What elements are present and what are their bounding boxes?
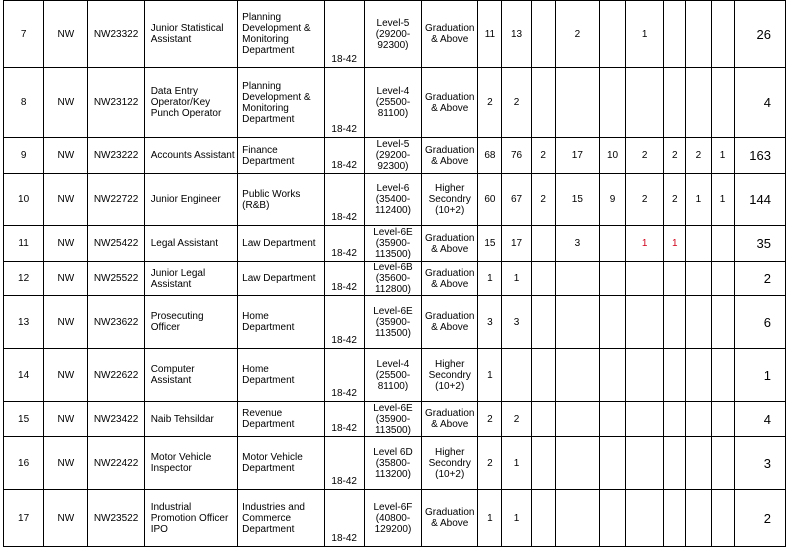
vacancy-count xyxy=(686,1,711,68)
vacancy-count: 1 xyxy=(502,437,531,490)
post-code: NW22422 xyxy=(88,437,144,490)
pay-level: Level-4 (25500-81100) xyxy=(364,68,421,138)
post-name: Legal Assistant xyxy=(144,226,237,262)
post-code: NW25522 xyxy=(88,262,144,296)
vacancy-count xyxy=(711,402,734,437)
qualification: Graduation & Above xyxy=(422,1,478,68)
vacancy-count: 2 xyxy=(686,138,711,174)
department-name: Law Department xyxy=(238,226,324,262)
serial-number: 8 xyxy=(4,68,44,138)
vacancy-count xyxy=(599,402,625,437)
vacancy-count xyxy=(686,402,711,437)
pay-level: Level-6B (35600-112800) xyxy=(364,262,421,296)
post-name: Accounts Assistant xyxy=(144,138,237,174)
total-vacancies: 35 xyxy=(734,226,785,262)
vacancy-count: 13 xyxy=(502,1,531,68)
zone-code: NW xyxy=(44,68,88,138)
vacancy-count: 2 xyxy=(478,402,502,437)
pay-level: Level-6E (35900-113500) xyxy=(364,226,421,262)
vacancy-count xyxy=(626,437,664,490)
total-vacancies: 144 xyxy=(734,174,785,226)
table-row xyxy=(4,68,786,138)
pay-level: Level-6E (35900-113500) xyxy=(364,402,421,437)
pay-level: Level-5 (29200-92300) xyxy=(364,138,421,174)
zone-code: NW xyxy=(44,437,88,490)
vacancy-count: 17 xyxy=(502,226,531,262)
qualification: Higher Secondry (10+2) xyxy=(422,437,478,490)
department-name: Public Works (R&B) xyxy=(238,174,324,226)
table-row xyxy=(4,1,786,68)
total-vacancies: 4 xyxy=(734,402,785,437)
vacancy-count xyxy=(531,349,555,402)
age-limit: 18-42 xyxy=(324,490,364,547)
vacancy-count xyxy=(626,490,664,547)
vacancy-count xyxy=(711,1,734,68)
pay-level: Level 6D (35800-113200) xyxy=(364,437,421,490)
pay-level: Level-6 (35400-112400) xyxy=(364,174,421,226)
zone-code: NW xyxy=(44,296,88,349)
vacancy-count xyxy=(531,1,555,68)
pay-level: Level-4 (25500-81100) xyxy=(364,349,421,402)
vacancy-count xyxy=(599,262,625,296)
vacancy-count xyxy=(686,296,711,349)
table-row xyxy=(4,437,786,490)
vacancy-count: 15 xyxy=(555,174,599,226)
vacancy-count: 1 xyxy=(502,262,531,296)
department-name: Home Department xyxy=(238,349,324,402)
age-limit: 18-42 xyxy=(324,226,364,262)
vacancy-count: 3 xyxy=(502,296,531,349)
table-row xyxy=(4,138,786,174)
vacancy-count xyxy=(711,490,734,547)
vacancy-count xyxy=(664,490,686,547)
vacancy-count xyxy=(711,226,734,262)
age-limit: 18-42 xyxy=(324,349,364,402)
serial-number: 15 xyxy=(4,402,44,437)
vacancy-count: 3 xyxy=(478,296,502,349)
qualification: Graduation & Above xyxy=(422,138,478,174)
pay-level: Level-6E (35900-113500) xyxy=(364,296,421,349)
total-vacancies: 163 xyxy=(734,138,785,174)
vacancy-count xyxy=(555,349,599,402)
vacancy-count: 1 xyxy=(478,349,502,402)
table-row xyxy=(4,174,786,226)
department-name: Planning Development & Monitoring Department xyxy=(238,68,324,138)
vacancy-count xyxy=(531,68,555,138)
vacancy-count xyxy=(664,437,686,490)
age-limit: 18-42 xyxy=(324,174,364,226)
vacancy-count: 2 xyxy=(555,1,599,68)
vacancy-count xyxy=(599,437,625,490)
qualification: Graduation & Above xyxy=(422,262,478,296)
serial-number: 10 xyxy=(4,174,44,226)
vacancy-count xyxy=(531,226,555,262)
qualification: Graduation & Above xyxy=(422,226,478,262)
vacancy-count xyxy=(711,68,734,138)
vacancy-count xyxy=(626,402,664,437)
zone-code: NW xyxy=(44,226,88,262)
vacancy-count xyxy=(599,1,625,68)
post-name: Junior Statistical Assistant xyxy=(144,1,237,68)
serial-number: 13 xyxy=(4,296,44,349)
table-row xyxy=(4,349,786,402)
vacancy-count xyxy=(626,68,664,138)
vacancy-count: 1 xyxy=(664,226,686,262)
vacancy-count xyxy=(555,262,599,296)
vacancy-count xyxy=(686,262,711,296)
vacancy-count xyxy=(686,226,711,262)
serial-number: 7 xyxy=(4,1,44,68)
department-name: Home Department xyxy=(238,296,324,349)
vacancy-count: 68 xyxy=(478,138,502,174)
vacancy-count xyxy=(664,402,686,437)
vacancy-count: 2 xyxy=(626,174,664,226)
vacancy-count xyxy=(686,490,711,547)
serial-number: 11 xyxy=(4,226,44,262)
vacancy-count: 1 xyxy=(711,174,734,226)
vacancy-count xyxy=(531,296,555,349)
serial-number: 12 xyxy=(4,262,44,296)
age-limit: 18-42 xyxy=(324,138,364,174)
department-name: Law Department xyxy=(238,262,324,296)
vacancy-count: 2 xyxy=(664,138,686,174)
post-name: Junior Legal Assistant xyxy=(144,262,237,296)
vacancy-count xyxy=(626,296,664,349)
vacancy-count xyxy=(664,68,686,138)
vacancy-count: 2 xyxy=(664,174,686,226)
qualification: Higher Secondry (10+2) xyxy=(422,174,478,226)
vacancy-count: 2 xyxy=(502,402,531,437)
post-code: NW22622 xyxy=(88,349,144,402)
zone-code: NW xyxy=(44,174,88,226)
vacancy-count xyxy=(555,296,599,349)
post-name: Computer Assistant xyxy=(144,349,237,402)
vacancy-count xyxy=(599,349,625,402)
vacancy-count xyxy=(664,262,686,296)
total-vacancies: 3 xyxy=(734,437,785,490)
vacancy-count: 2 xyxy=(626,138,664,174)
vacancy-count: 17 xyxy=(555,138,599,174)
post-code: NW22722 xyxy=(88,174,144,226)
zone-code: NW xyxy=(44,402,88,437)
vacancy-count xyxy=(555,490,599,547)
serial-number: 9 xyxy=(4,138,44,174)
vacancy-count: 2 xyxy=(531,174,555,226)
vacancy-count xyxy=(664,296,686,349)
table-row xyxy=(4,402,786,437)
total-vacancies: 4 xyxy=(734,68,785,138)
vacancy-count: 60 xyxy=(478,174,502,226)
post-code: NW23622 xyxy=(88,296,144,349)
post-code: NW23122 xyxy=(88,68,144,138)
vacancy-count xyxy=(711,349,734,402)
post-name: Naib Tehsildar xyxy=(144,402,237,437)
age-limit: 18-42 xyxy=(324,296,364,349)
pay-level: Level-6F (40800-129200) xyxy=(364,490,421,547)
vacancy-count xyxy=(686,68,711,138)
vacancy-count: 15 xyxy=(478,226,502,262)
zone-code: NW xyxy=(44,1,88,68)
post-code: NW25422 xyxy=(88,226,144,262)
department-name: Finance Department xyxy=(238,138,324,174)
vacancy-count xyxy=(502,349,531,402)
vacancy-count xyxy=(531,490,555,547)
qualification: Higher Secondry (10+2) xyxy=(422,349,478,402)
vacancy-count xyxy=(626,262,664,296)
vacancy-count: 9 xyxy=(599,174,625,226)
vacancy-count: 1 xyxy=(711,138,734,174)
post-name: Industrial Promotion Officer IPO xyxy=(144,490,237,547)
vacancy-table xyxy=(3,0,786,547)
age-limit: 18-42 xyxy=(324,1,364,68)
age-limit: 18-42 xyxy=(324,262,364,296)
vacancy-count: 1 xyxy=(626,226,664,262)
vacancy-count: 76 xyxy=(502,138,531,174)
department-name: Planning Development & Monitoring Department xyxy=(238,1,324,68)
vacancy-count xyxy=(686,437,711,490)
post-code: NW23522 xyxy=(88,490,144,547)
zone-code: NW xyxy=(44,138,88,174)
vacancy-count: 10 xyxy=(599,138,625,174)
total-vacancies: 1 xyxy=(734,349,785,402)
post-name: Motor Vehicle Inspector xyxy=(144,437,237,490)
post-name: Junior Engineer xyxy=(144,174,237,226)
table-row xyxy=(4,226,786,262)
serial-number: 17 xyxy=(4,490,44,547)
vacancy-count xyxy=(555,402,599,437)
vacancy-count: 1 xyxy=(686,174,711,226)
vacancy-count xyxy=(555,437,599,490)
post-name: Prosecuting Officer xyxy=(144,296,237,349)
vacancy-count: 2 xyxy=(502,68,531,138)
vacancy-count xyxy=(599,296,625,349)
post-name: Data Entry Operator/Key Punch Operator xyxy=(144,68,237,138)
vacancy-count xyxy=(531,402,555,437)
zone-code: NW xyxy=(44,490,88,547)
vacancy-count: 2 xyxy=(531,138,555,174)
vacancy-count: 1 xyxy=(502,490,531,547)
post-code: NW23322 xyxy=(88,1,144,68)
vacancy-count xyxy=(599,226,625,262)
vacancy-count xyxy=(664,1,686,68)
vacancy-count xyxy=(711,262,734,296)
age-limit: 18-42 xyxy=(324,402,364,437)
age-limit: 18-42 xyxy=(324,68,364,138)
pay-level: Level-5 (29200-92300) xyxy=(364,1,421,68)
qualification: Graduation & Above xyxy=(422,490,478,547)
post-code: NW23422 xyxy=(88,402,144,437)
vacancy-count: 2 xyxy=(478,437,502,490)
vacancy-count xyxy=(664,349,686,402)
department-name: Revenue Department xyxy=(238,402,324,437)
serial-number: 14 xyxy=(4,349,44,402)
vacancy-count xyxy=(555,68,599,138)
qualification: Graduation & Above xyxy=(422,402,478,437)
vacancy-count xyxy=(599,490,625,547)
zone-code: NW xyxy=(44,262,88,296)
total-vacancies: 6 xyxy=(734,296,785,349)
qualification: Graduation & Above xyxy=(422,68,478,138)
table-row xyxy=(4,262,786,296)
post-code: NW23222 xyxy=(88,138,144,174)
vacancy-count xyxy=(711,296,734,349)
table-row xyxy=(4,490,786,547)
vacancy-count xyxy=(686,349,711,402)
qualification: Graduation & Above xyxy=(422,296,478,349)
age-limit: 18-42 xyxy=(324,437,364,490)
department-name: Industries and Commerce Department xyxy=(238,490,324,547)
vacancy-count: 67 xyxy=(502,174,531,226)
total-vacancies: 26 xyxy=(734,1,785,68)
vacancy-count: 1 xyxy=(478,262,502,296)
vacancy-count: 2 xyxy=(478,68,502,138)
vacancy-count: 11 xyxy=(478,1,502,68)
vacancy-count xyxy=(531,437,555,490)
vacancy-count xyxy=(711,437,734,490)
vacancy-count: 1 xyxy=(626,1,664,68)
vacancy-count xyxy=(531,262,555,296)
vacancy-count xyxy=(599,68,625,138)
zone-code: NW xyxy=(44,349,88,402)
total-vacancies: 2 xyxy=(734,262,785,296)
vacancy-count: 1 xyxy=(478,490,502,547)
vacancy-count xyxy=(626,349,664,402)
table-row xyxy=(4,296,786,349)
department-name: Motor Vehicle Department xyxy=(238,437,324,490)
vacancy-count: 3 xyxy=(555,226,599,262)
total-vacancies: 2 xyxy=(734,490,785,547)
serial-number: 16 xyxy=(4,437,44,490)
